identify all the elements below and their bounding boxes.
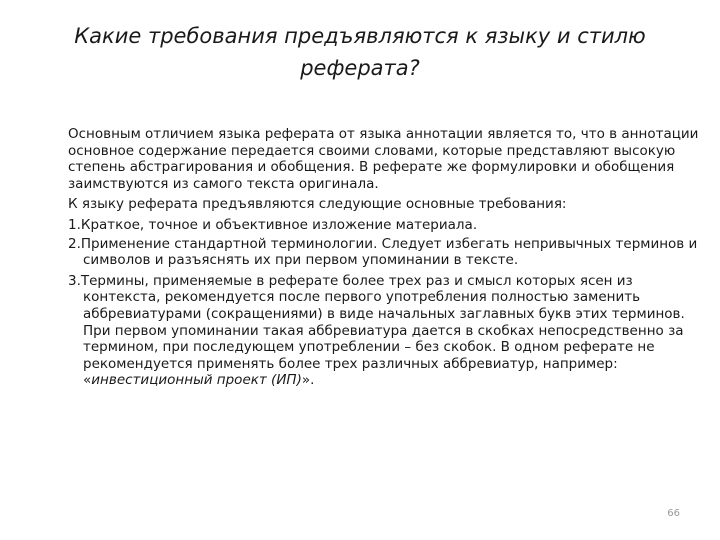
intro-paragraph: Основным отличием языка реферата от языка аннотации является то, что в аннотации основное содержание передается своими словами, которые представляют высокую степень абстрагирования и обобщения. В реферате же формулировки и обобщения заимствуются из самого текста оригинала. <box>68 126 699 192</box>
slide-title-line-1: Какие требования предъявляются к языку и стилю <box>74 24 646 48</box>
requirement-item-3-text: 3.Термины, применяемые в реферате более трех раз и смысл которых ясен из контекста, рекомендуется после первого употребления полностью заменить аббревиатурами (сокращениями) в виде начальных заглавных букв этих терминов. При первом упоминании такая аббревиатура дается в скобках непосредственно за термином, при последующем употреблении – без скобок. В одном реферате не рекомендуется применять более трех различных аббревиатур, например: « <box>68 272 685 389</box>
slide-title-line-2: реферата? <box>300 56 420 80</box>
requirement-item-3-end: ». <box>301 372 315 389</box>
requirement-item-1: 1.Краткое, точное и объективное изложение материала. <box>68 216 478 233</box>
page-number: 66 <box>667 508 680 519</box>
requirements-lead: К языку реферата предъявляются следующие основные требования: <box>68 196 567 213</box>
requirement-item-2: 2.Применение стандартной терминологии. Следует избегать непривычных терминов и символов и разъяснять их при первом упоминании в тексте. <box>68 235 698 269</box>
slide-body <box>68 126 708 393</box>
abbreviation-example: инвестиционный проект (ИП) <box>91 372 302 389</box>
slide-title <box>60 20 660 84</box>
requirement-item-3 <box>68 273 708 389</box>
